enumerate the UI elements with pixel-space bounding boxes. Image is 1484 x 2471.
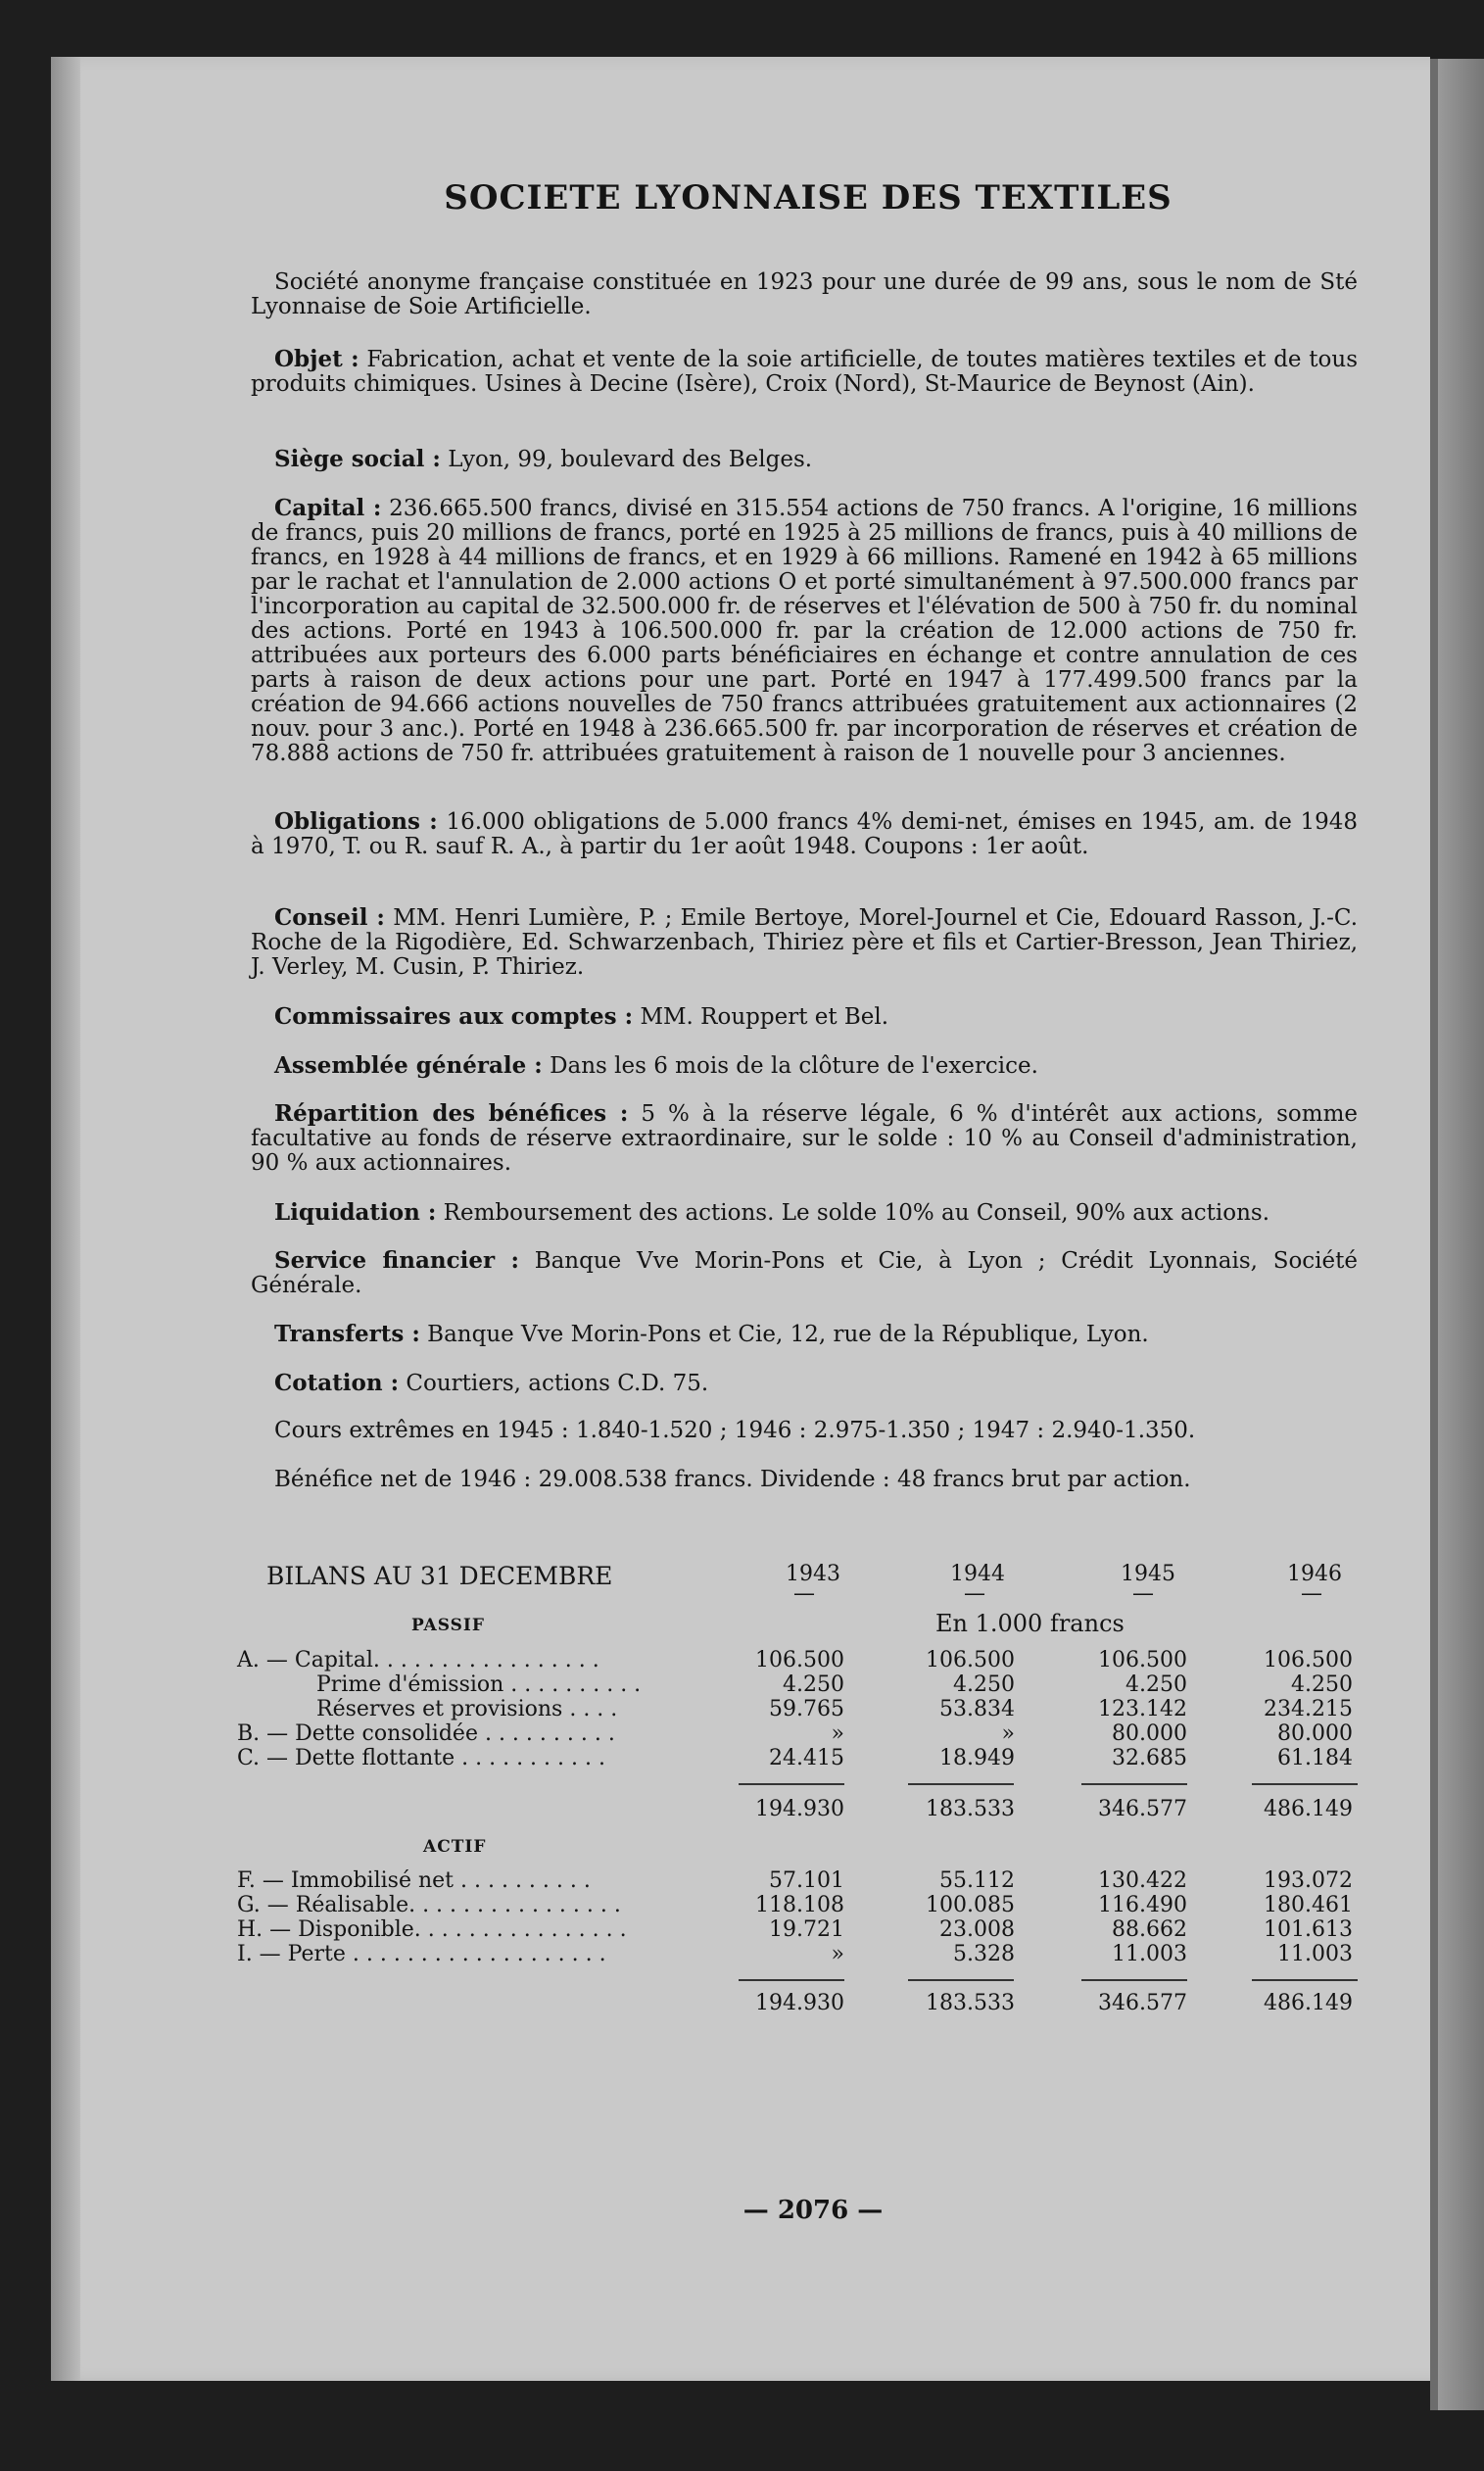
actif-row-label: G. — Réalisable. . . . . . . . . . . . . . . . xyxy=(237,1893,621,1917)
table-cell: » xyxy=(831,1942,844,1966)
table-cell: 4.250 xyxy=(783,1672,844,1697)
section-assemblee xyxy=(251,1053,1358,1079)
table-cell: 101.613 xyxy=(1264,1917,1353,1942)
total-rule xyxy=(1252,1783,1358,1785)
table-cell: 19.721 xyxy=(769,1917,844,1942)
table-cell: 106.500 xyxy=(1264,1648,1353,1672)
year-header: 1946 xyxy=(1287,1562,1342,1586)
table-cell: » xyxy=(831,1721,844,1746)
table-cell: 234.215 xyxy=(1264,1697,1353,1721)
passif-row-label: C. — Dette flottante . . . . . . . . . . . xyxy=(237,1746,605,1770)
table-cell: 55.112 xyxy=(939,1868,1015,1893)
section-cotation xyxy=(251,1371,1358,1396)
section-label: Service financier : xyxy=(274,1247,519,1274)
section-label: Transferts : xyxy=(274,1321,420,1347)
table-cell: 123.142 xyxy=(1098,1697,1187,1721)
passif-total-cell: 183.533 xyxy=(926,1797,1015,1821)
actif-total-cell: 194.930 xyxy=(755,1991,844,2015)
table-cell: 106.500 xyxy=(926,1648,1015,1672)
section-label: Répartition des bénéfices : xyxy=(274,1100,629,1127)
table-cell: 57.101 xyxy=(769,1868,844,1893)
table-cell: 88.662 xyxy=(1112,1917,1187,1942)
table-cell: » xyxy=(1001,1721,1015,1746)
section-text: Lyon, 99, boulevard des Belges. xyxy=(448,447,813,472)
table-cell: 61.184 xyxy=(1277,1746,1353,1770)
table-cell: 80.000 xyxy=(1112,1721,1187,1746)
section-liquidation xyxy=(251,1200,1358,1226)
page-number: — 2076 — xyxy=(742,2196,884,2225)
table-cell: 4.250 xyxy=(953,1672,1015,1697)
section-text: Banque Vve Morin-Pons et Cie, à Lyon ; Crédit Lyonnais, Société Générale. xyxy=(251,1248,1358,1298)
company-title: SOCIETE LYONNAISE DES TEXTILES xyxy=(444,178,1173,218)
cours-extremes: Cours extrêmes en 1945 : 1.840-1.520 ; 1946 : 2.975-1.350 ; 1947 : 2.940-1.350. xyxy=(274,1418,1196,1443)
year-header: 1944 xyxy=(950,1562,1005,1586)
table-cell: 116.490 xyxy=(1098,1893,1187,1917)
table-cell: 106.500 xyxy=(755,1648,844,1672)
table-cell: 130.422 xyxy=(1098,1868,1187,1893)
unit-label: En 1.000 francs xyxy=(935,1610,1125,1637)
section-text: MM. Rouppert et Bel. xyxy=(640,1004,889,1030)
year-header: 1945 xyxy=(1121,1562,1175,1586)
table-cell: 18.949 xyxy=(939,1746,1015,1770)
section-service-financier xyxy=(251,1248,1358,1298)
section-label: Capital : xyxy=(274,495,382,521)
year-dash: — xyxy=(793,1581,815,1606)
section-capital xyxy=(251,496,1358,766)
section-label: Commissaires aux comptes : xyxy=(274,1003,634,1030)
actif-row-label: F. — Immobilisé net . . . . . . . . . . xyxy=(237,1868,591,1893)
section-text: 16.000 obligations de 5.000 francs 4% demi-net, émises en 1945, am. de 1948 à 1970, T. ou R. sauf R. A., à partir du 1er août 1948. Coupons : 1er août. xyxy=(251,809,1359,859)
passif-row-label: B. — Dette consolidée . . . . . . . . . . xyxy=(237,1721,615,1746)
actif-row-label: H. — Disponible. . . . . . . . . . . . . . . . xyxy=(237,1917,627,1942)
table-cell: 4.250 xyxy=(1125,1672,1187,1697)
passif-row-label: Réserves et provisions . . . . xyxy=(316,1697,618,1721)
total-rule xyxy=(1081,1979,1187,1981)
table-cell: 53.834 xyxy=(939,1697,1015,1721)
section-label: Assemblée générale : xyxy=(274,1052,543,1079)
year-dash: — xyxy=(1132,1581,1154,1606)
bilans-title: BILANS AU 31 DECEMBRE xyxy=(266,1562,613,1590)
table-cell: 32.685 xyxy=(1112,1746,1187,1770)
table-cell: 5.328 xyxy=(953,1942,1015,1966)
section-conseil xyxy=(251,905,1358,980)
section-objet xyxy=(251,347,1358,397)
passif-total-cell: 194.930 xyxy=(755,1797,844,1821)
section-obligations xyxy=(251,809,1358,859)
actif-label: ACTIF xyxy=(423,1837,487,1857)
passif-total-cell: 346.577 xyxy=(1098,1797,1187,1821)
passif-label: PASSIF xyxy=(411,1616,485,1635)
table-cell: 106.500 xyxy=(1098,1648,1187,1672)
year-dash: — xyxy=(1301,1581,1322,1606)
table-cell: 100.085 xyxy=(926,1893,1015,1917)
table-cell: 59.765 xyxy=(769,1697,844,1721)
year-dash: — xyxy=(964,1581,985,1606)
section-text: Fabrication, achat et vente de la soie artificielle, de toutes matières textiles et de tous produits chimiques. Usines à Decine (Isère), Croix (Nord), St-Maurice de Beynost (Ain). xyxy=(251,347,1358,397)
section-text: Dans les 6 mois de la clôture de l'exercice. xyxy=(550,1053,1038,1079)
actif-total-cell: 183.533 xyxy=(926,1991,1015,2015)
section-text: 236.665.500 francs, divisé en 315.554 actions de 750 francs. A l'origine, 16 millions de francs, puis 20 millions de francs, porté en 1925 à 25 millions de francs, puis à 40 millions de francs, en 1928 à 44 millions de francs, et en 1929 à 66 millions. Ramené en 1942 à 65 millions par le rachat et l'annulation de 2.000 actions O et porté simultanément à 97.500.000 francs par l'incorporation au capital de 32.500.000 fr. de réserves et l'élévation de 500 à 750 fr. du nominal des actions. Porté en 1943 à 106.500.000 fr. par la création de 12.000 actions de 750 fr. attribuées aux porteurs des 6.000 parts bénéficiaires en échange et contre annulation de ces parts à raison de deux actions pour une part. Porté en 1947 à 177.499.500 francs par la création de 94.666 actions nouvelles de 750 francs attribuées gratuitement aux actionnaires (2 nouv. pour 3 anc.). Porté en 1948 à 236.665.500 fr. par incorporation de réserves et création de 78.888 actions de 750 fr. attribuées gratuitement à raison de 1 nouvelle pour 3 anciennes. xyxy=(251,496,1358,766)
actif-row-label: I. — Perte . . . . . . . . . . . . . . . . . . . xyxy=(237,1942,606,1966)
section-repartition xyxy=(251,1101,1358,1176)
total-rule xyxy=(1081,1783,1187,1785)
table-cell: 11.003 xyxy=(1277,1942,1353,1966)
table-cell: 4.250 xyxy=(1291,1672,1353,1697)
section-commissaires xyxy=(251,1004,1358,1030)
section-label: Siège social : xyxy=(274,446,441,472)
table-cell: 11.003 xyxy=(1112,1942,1187,1966)
section-text: MM. Henri Lumière, P. ; Emile Bertoye, Morel-Journel et Cie, Edouard Rasson, J.-C. Roche de la Rigodière, Ed. Schwarzenbach, Thiriez père et fils et Cartier-Bresson, Jean Thiriez, J. Verley, M. Cusin, P. Thiriez. xyxy=(251,905,1359,980)
section-text: Banque Vve Morin-Pons et Cie, 12, rue de la République, Lyon. xyxy=(427,1322,1149,1347)
table-cell: 180.461 xyxy=(1264,1893,1353,1917)
total-rule xyxy=(908,1783,1014,1785)
total-rule xyxy=(739,1783,844,1785)
table-cell: 24.415 xyxy=(769,1746,844,1770)
section-label: Obligations : xyxy=(274,808,438,835)
section-text: Courtiers, actions C.D. 75. xyxy=(406,1371,709,1396)
section-siege-social xyxy=(251,447,1358,472)
passif-row-label: A. — Capital. . . . . . . . . . . . . . . . . xyxy=(237,1648,599,1672)
intro-paragraph: Société anonyme française constituée en 1923 pour une durée de 99 ans, sous le nom de Sté Lyonnaise de Soie Artificielle. xyxy=(251,269,1358,319)
section-label: Objet : xyxy=(274,346,359,372)
table-cell: 118.108 xyxy=(755,1893,844,1917)
benefice-net: Bénéfice net de 1946 : 29.008.538 francs. Dividende : 48 francs brut par action. xyxy=(274,1467,1191,1492)
section-label: Conseil : xyxy=(274,904,385,931)
section-label: Cotation : xyxy=(274,1370,400,1396)
section-label: Liquidation : xyxy=(274,1199,437,1226)
total-rule xyxy=(739,1979,844,1981)
table-cell: 193.072 xyxy=(1264,1868,1353,1893)
actif-total-cell: 486.149 xyxy=(1264,1991,1353,2015)
table-cell: 23.008 xyxy=(939,1917,1015,1942)
passif-row-label: Prime d'émission . . . . . . . . . . xyxy=(316,1672,642,1697)
passif-total-cell: 486.149 xyxy=(1264,1797,1353,1821)
actif-total-cell: 346.577 xyxy=(1098,1991,1187,2015)
section-text: Remboursement des actions. Le solde 10% au Conseil, 90% aux actions. xyxy=(443,1200,1270,1226)
section-transferts xyxy=(251,1322,1358,1347)
section-text: 5 % à la réserve légale, 6 % d'intérêt aux actions, somme facultative au fonds de réserve extraordinaire, sur le solde : 10 % au Conseil d'administration, 90 % aux actionnaires. xyxy=(251,1101,1358,1176)
total-rule xyxy=(908,1979,1014,1981)
year-header: 1943 xyxy=(786,1562,840,1586)
total-rule xyxy=(1252,1979,1358,1981)
table-cell: 80.000 xyxy=(1277,1721,1353,1746)
